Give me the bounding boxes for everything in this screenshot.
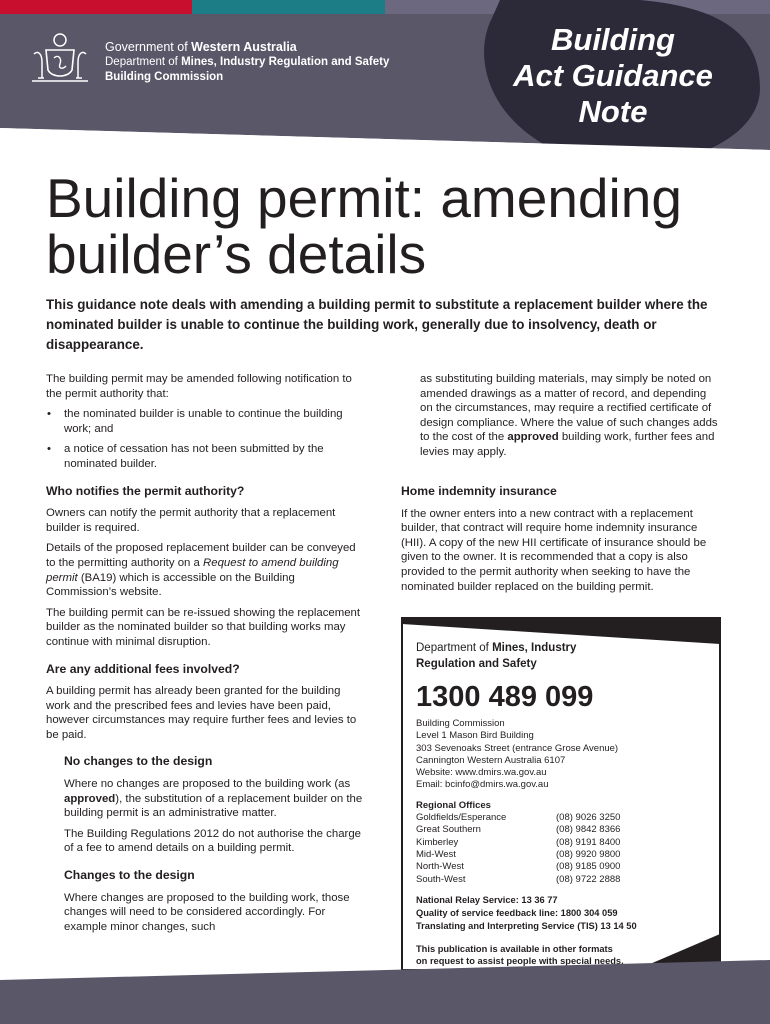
contact-details <box>416 640 716 968</box>
right-column-top <box>420 372 722 466</box>
website-link[interactable]: Website: www.dmirs.wa.gov.au <box>416 767 547 779</box>
paragraph: The building permit can be re-issued showing the replacement builder as the nominated builder so that building works may continue with minimal disruption. <box>46 606 361 648</box>
right-column-hii <box>401 484 722 600</box>
contact-dept: Department of Mines, Industry Regulation and Safety <box>416 642 577 670</box>
commission-name: Building Commission <box>105 71 224 83</box>
region-row: Goldfields/Esperance (08) 9026 3250 <box>416 812 621 824</box>
publication-note: This publication is available in other formats on request to assist people with special needs. <box>416 943 624 967</box>
form-name: Request to amend building permit <box>46 556 339 584</box>
gov-prefix: Government of <box>105 40 192 54</box>
badge-line-1: Building <box>551 22 675 57</box>
gov-name: Western Australia <box>191 40 297 54</box>
regional-offices-list <box>416 812 716 886</box>
paragraph: Owners can notify the permit authority that a replacement builder is required. <box>46 507 336 534</box>
heading-no-changes: No changes to the design <box>64 754 213 769</box>
heading-additional-fees: Are any additional fees involved? <box>46 661 240 676</box>
wa-crest-icon <box>28 32 92 84</box>
fees-subsection <box>64 754 364 934</box>
intro-paragraph: The building permit may be amended following notification to the permit authority that: <box>46 373 352 400</box>
paragraph: Details of the proposed replacement builder can be conveyed to the permitting authority on a Request to amend building permit (BA19) which is accessible on the Building Commission’s website. <box>46 542 356 599</box>
paragraph: Where changes are proposed to the building work, those changes will need to be considered accordingly. For example minor changes, such <box>64 891 350 933</box>
condition-list <box>46 407 364 471</box>
heading-home-indemnity: Home indemnity insurance <box>401 484 557 498</box>
dept-prefix: Department of <box>105 56 182 68</box>
region-row: Mid-West (08) 9920 9800 <box>416 848 621 860</box>
region-row: South-West (08) 9722 2888 <box>416 873 621 885</box>
list-item: • the nominated builder is unable to continue the building work; and <box>46 407 364 436</box>
government-masthead <box>105 40 389 85</box>
badge-line-3: Note <box>578 94 648 129</box>
phone-number[interactable]: 1300 489 099 <box>416 681 594 713</box>
lead-paragraph: This guidance note deals with amending a building permit to substitute a replacement builder where the nominated builder is unable to continue the building work, generally due to insolvency, death or disappearance. <box>46 297 708 352</box>
address-block: Building Commission Level 1 Mason Bird Building 303 Sevenoaks Street (entrance Grose Avenue) Cannington Western Australia 6107 Website: www.dmirs.wa.gov.au Email: bcinfo@dmirs.wa.gov.au <box>416 718 716 792</box>
email-link[interactable]: Email: bcinfo@dmirs.wa.gov.au <box>416 779 549 791</box>
regional-offices-heading: Regional Offices <box>416 799 491 811</box>
service-lines: National Relay Service: 13 36 77 Quality of service feedback line: 1800 304 059 Translating and Interpreting Service (TIS) 13 14 50 <box>416 894 637 931</box>
paragraph: Where no changes are proposed to the building work (as approved), the substitution of a replacement builder on the building permit is an administrative matter. <box>64 778 363 820</box>
left-column <box>46 372 364 940</box>
paragraph: The Building Regulations 2012 do not authorise the charge of a fee to amend details on a building permit. <box>64 827 361 855</box>
region-row: North-West (08) 9185 0900 <box>416 861 621 873</box>
paragraph: If the owner enters into a new contract with a replacement builder, that contract will require home indemnity insurance (HII). A copy of the new HII certificate of insurance should be given to the owner. It is recommended that a copy is also provided to the permit authority when seeking to have the nominated builder replaced on the building permit. <box>401 507 707 593</box>
paragraph: A building permit has already been granted for the building work and the prescribed fees and levies have been paid, however circumstances may require further fees and levies to be paid. <box>46 685 357 741</box>
guidance-note-badge <box>498 22 728 130</box>
footer-band <box>0 960 770 1024</box>
badge-line-2: Act Guidance <box>513 58 713 93</box>
page-title <box>46 167 746 285</box>
region-row: Kimberley (08) 9191 8400 <box>416 836 621 848</box>
paragraph: as substituting building materials, may simply be noted on amended drawings as a matter of record, and depending on the circumstances, may require a rectified certificate of design compliance. Where the value of such changes adds to the cost of the approved building work, further fees and levies may apply. <box>420 373 718 458</box>
list-item: • a notice of cessation has not been submitted by the nominated builder. <box>46 442 364 471</box>
title-line-1: Building permit: amending <box>46 167 682 229</box>
region-row: Great Southern (08) 9842 8366 <box>416 824 621 836</box>
dept-name: Mines, Industry Regulation and Safety <box>181 56 390 68</box>
heading-changes-design: Changes to the design <box>64 868 195 883</box>
title-line-2: builder’s details <box>46 223 427 285</box>
heading-who-notifies: Who notifies the permit authority? <box>46 483 245 498</box>
